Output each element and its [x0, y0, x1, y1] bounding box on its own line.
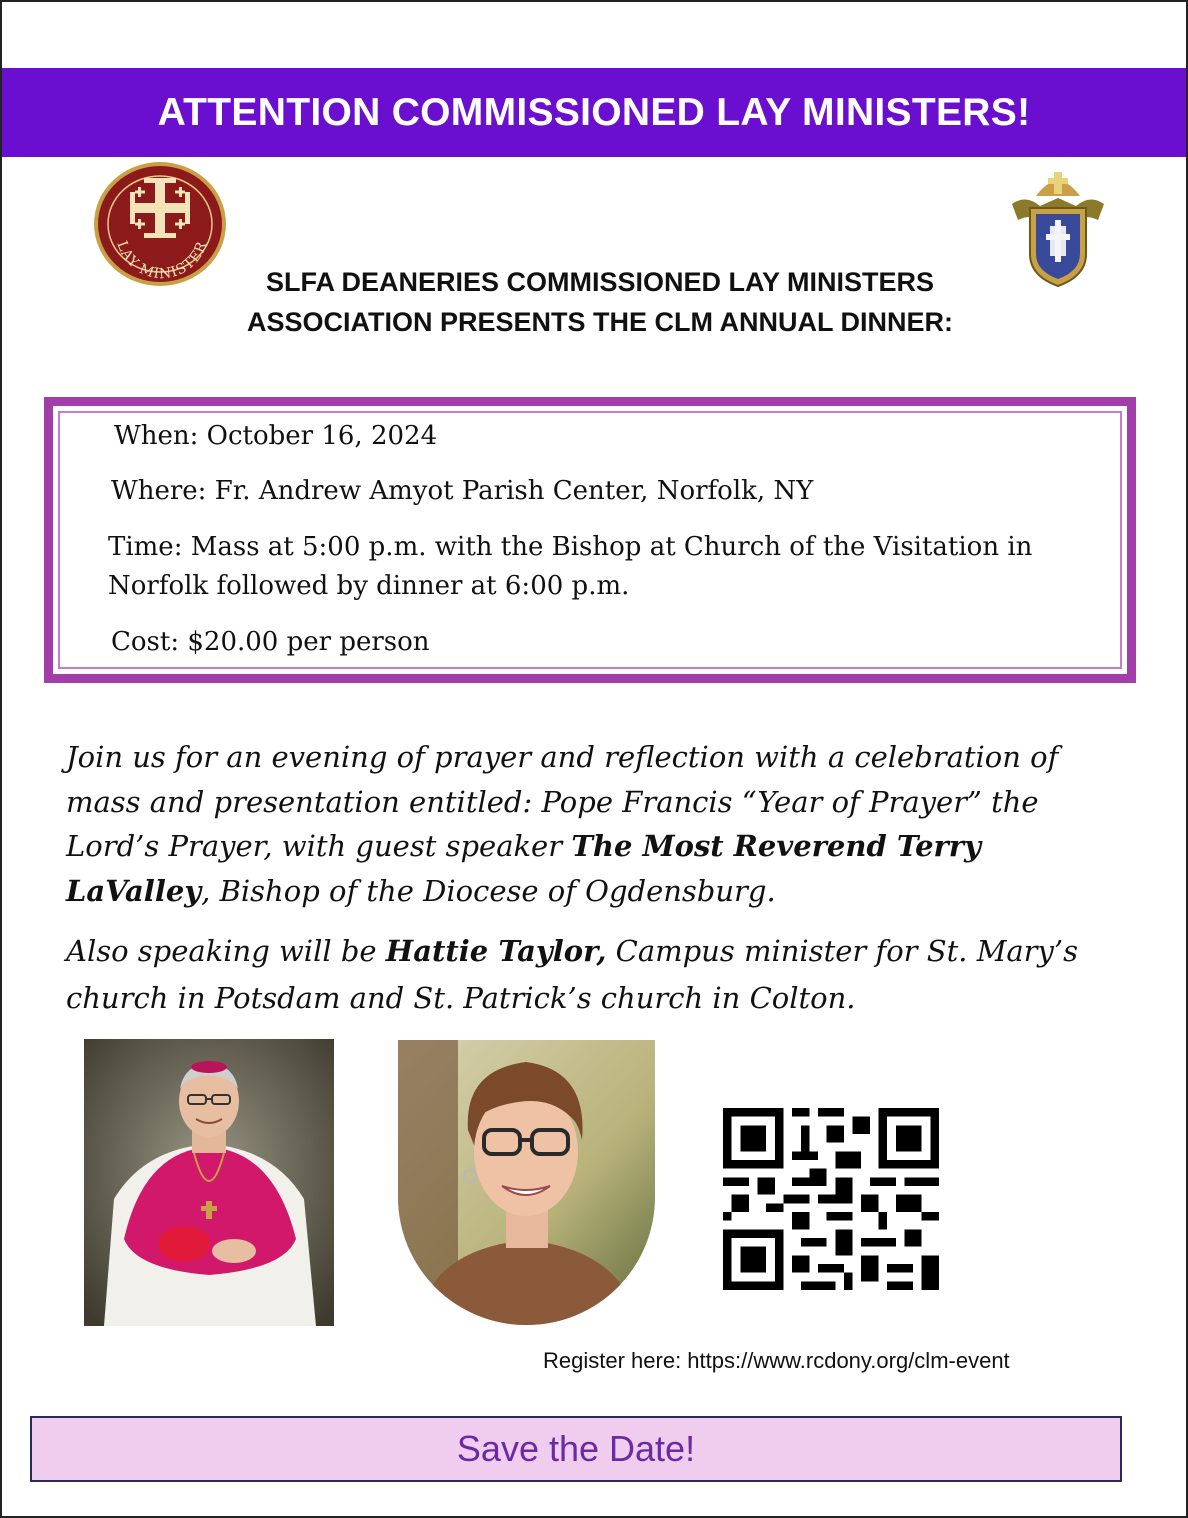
- bishop-photo: [84, 1039, 334, 1326]
- title-banner: [2, 68, 1186, 157]
- detail-time-line-2: Norfolk followed by dinner at 6:00 p.m.: [108, 571, 630, 601]
- bishop-name: The Most Reverend Terry LaValley: [66, 829, 981, 908]
- event-subtitle: [150, 262, 1050, 342]
- detail-where: Where: Fr. Andrew Amyot Parish Center, Norfolk, NY: [111, 476, 814, 506]
- also-text-2: Campus minister for St. Mary’s church in Potsdam and St. Patrick’s church in Colton.: [66, 934, 1079, 1015]
- qr-code-icon: [723, 1108, 939, 1290]
- intro-text-1: Join us for an evening of prayer and reflection with a celebration of mass and presentation entitled: Pope Francis “Year of Prayer” the Lord’s Prayer, with guest speaker: [66, 740, 1059, 863]
- detail-when: When: October 16, 2024: [114, 421, 438, 451]
- seal-text: LAY MINISTER: [113, 238, 211, 283]
- detail-cost: Cost: $20.00 per person: [111, 627, 430, 657]
- subtitle-line-1: SLFA DEANERIES COMMISSIONED LAY MINISTERS: [265, 267, 935, 297]
- also-speaking-paragraph: [66, 928, 1126, 1022]
- subtitle-line-2: ASSOCIATION PRESENTS THE CLM ANNUAL DINNER:: [246, 307, 954, 337]
- hattie-name: Hattie Taylor,: [385, 934, 607, 968]
- hattie-photo: [398, 1040, 655, 1325]
- save-the-date-banner: [30, 1416, 1122, 1482]
- banner-title: ATTENTION COMMISSIONED LAY MINISTERS!: [157, 90, 1031, 134]
- event-details-box: [44, 397, 1136, 683]
- detail-time-line-1: Time: Mass at 5:00 p.m. with the Bishop at Church of the Visitation in: [108, 532, 1033, 562]
- save-the-date-text: Save the Date!: [456, 1428, 696, 1469]
- intro-paragraph: [66, 735, 1126, 913]
- register-link-text: Register here: https://www.rcdony.org/clm-event: [543, 1348, 1010, 1373]
- also-text-1: Also speaking will be: [66, 934, 386, 968]
- intro-text-2: , Bishop of the Diocese of Ogdensburg.: [201, 873, 776, 908]
